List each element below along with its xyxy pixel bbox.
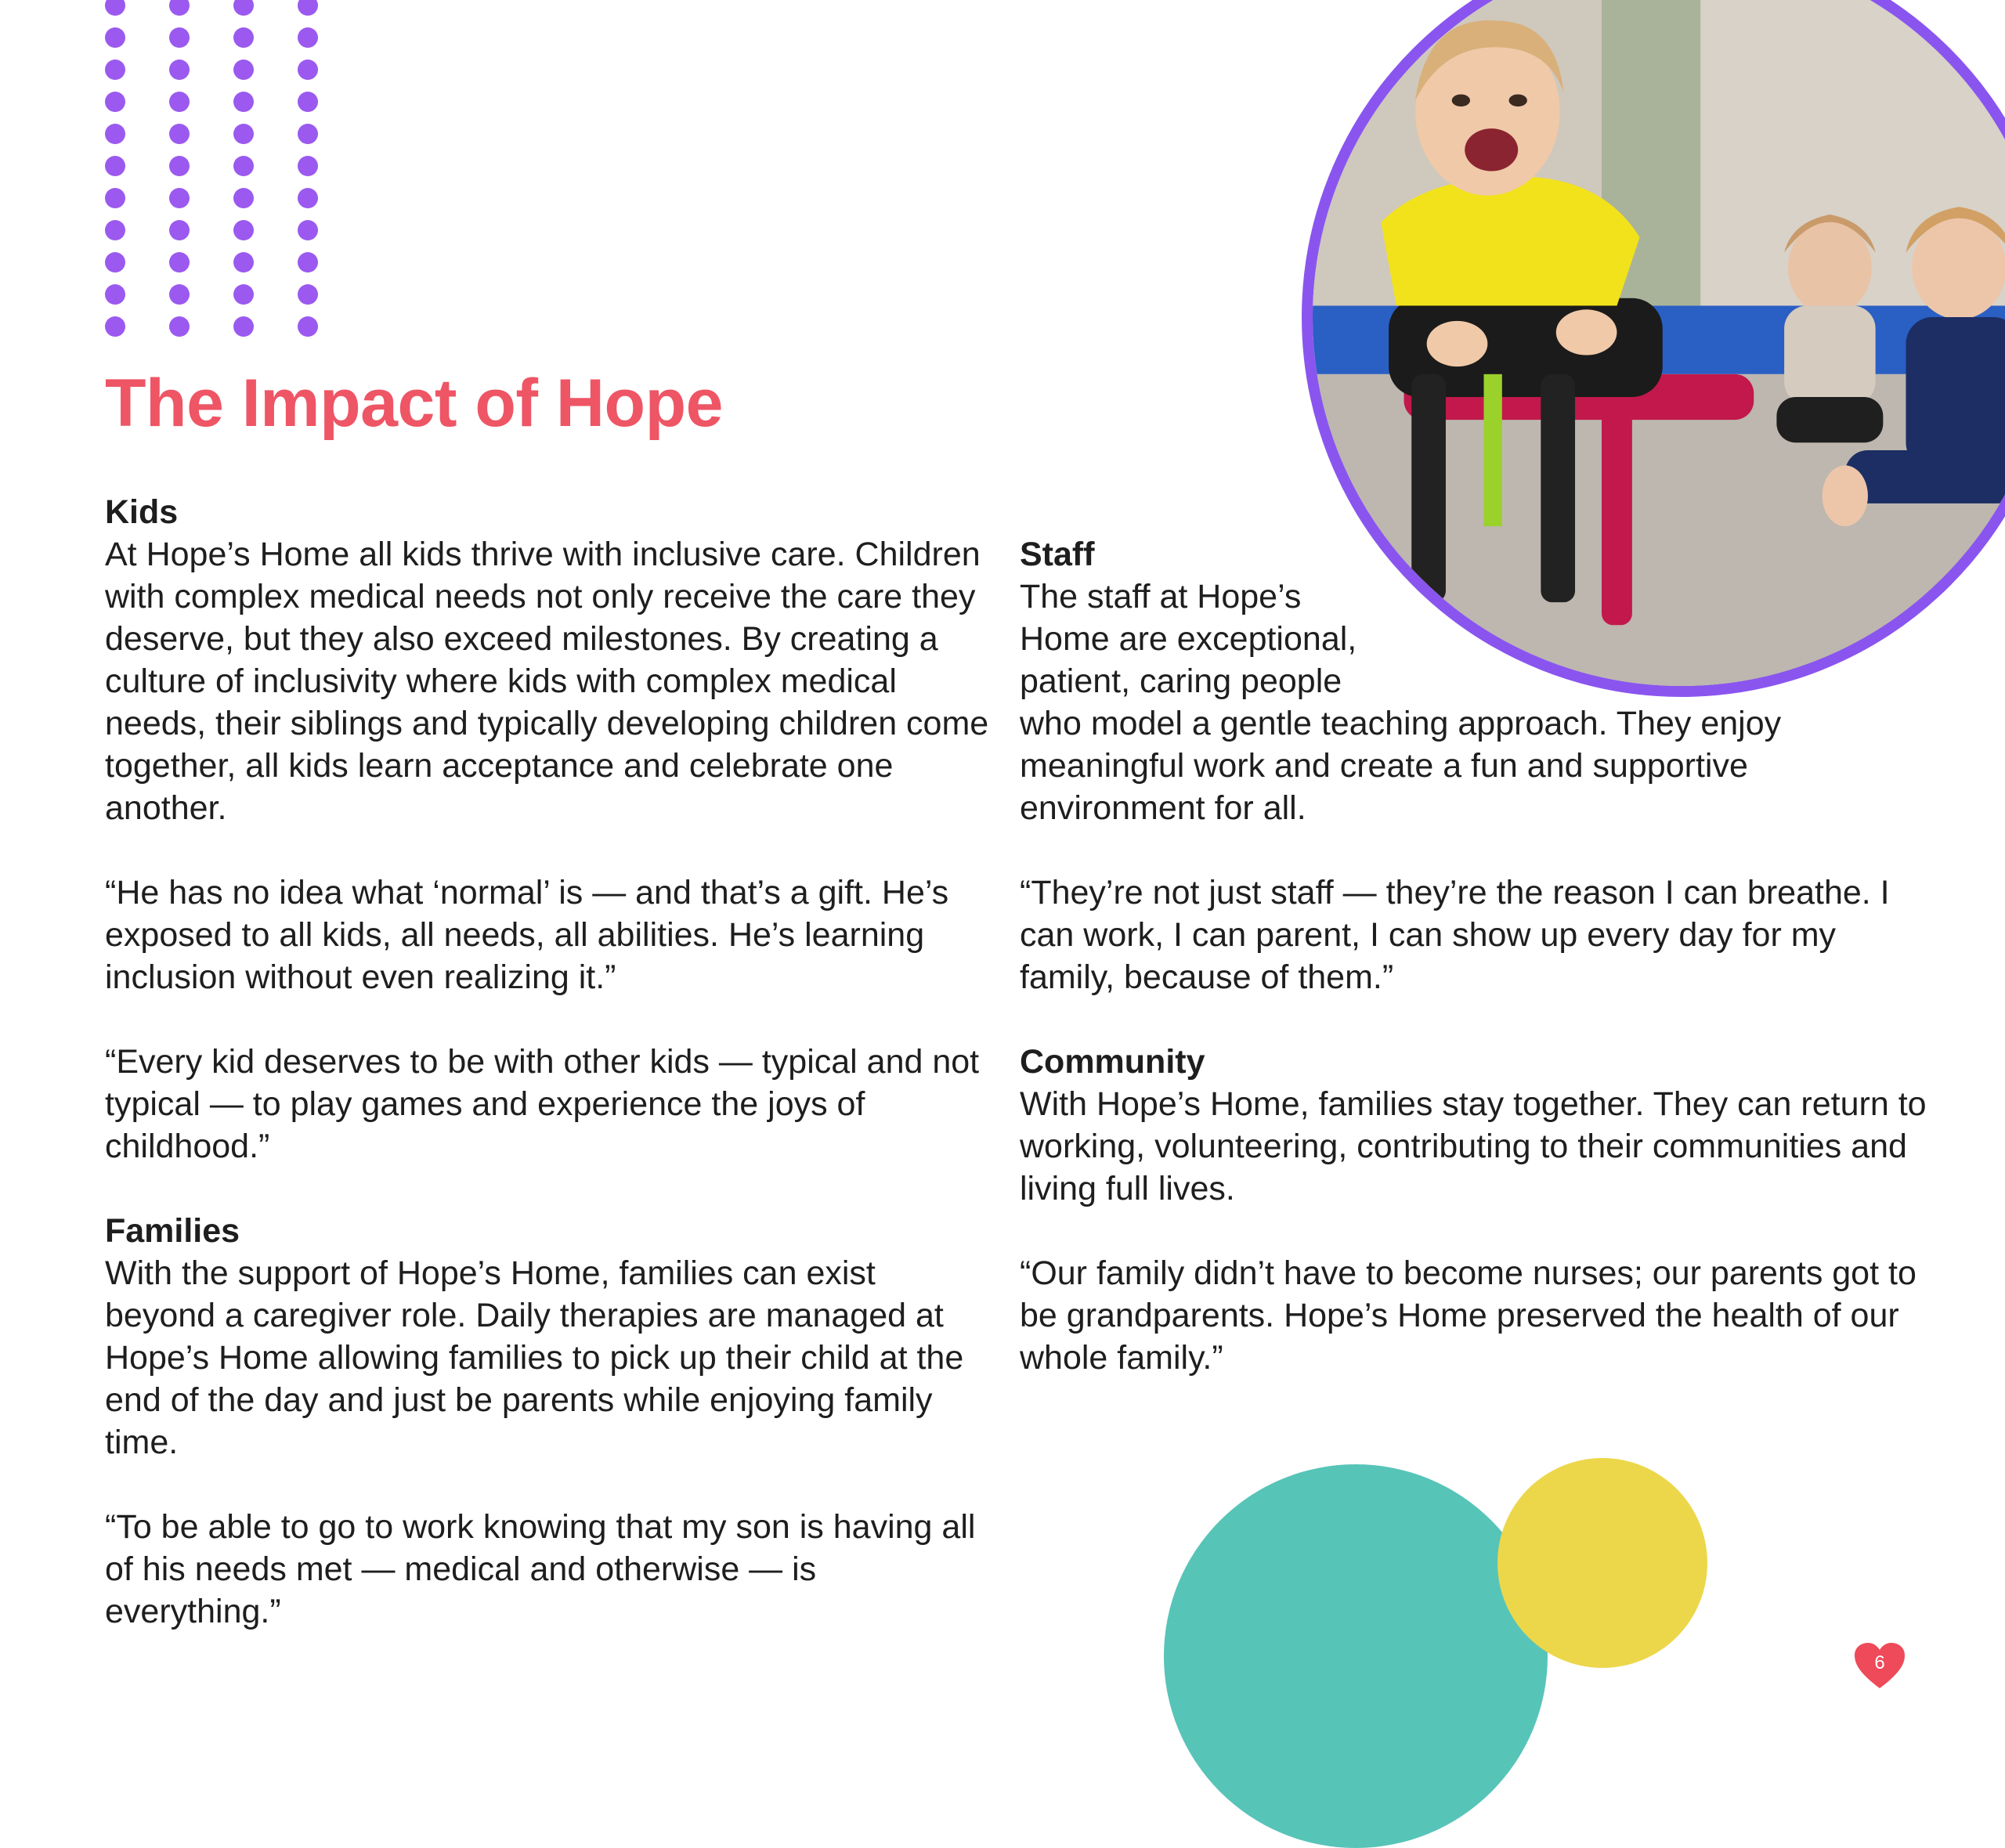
families-quote: “To be able to go to work knowing that my son is having all of his needs met — medical and otherwise — is everything.”: [105, 1508, 976, 1630]
decorative-dot: [105, 252, 125, 273]
teal-circle-decoration: [1164, 1464, 1548, 1848]
decorative-dot: [169, 124, 190, 144]
decorative-dot: [105, 0, 125, 16]
spacer: [1020, 1210, 1928, 1252]
decorative-dot: [233, 60, 254, 80]
spacer: [1020, 829, 1928, 872]
kids-body: At Hope’s Home all kids thrive with inclusive care. Children with complex medical needs not only receive the care they deserve, but they also exceed milestones. By creating a culture of inclusivity where kids with complex medical needs, their siblings and typically developing children come together, all kids learn acceptance and celebrate one another.: [105, 536, 989, 827]
community-quote: “Our family didn’t have to become nurses; our parents got to be grandparents. Hope’s Home preserved the health of our whole family.”: [1020, 1254, 1916, 1377]
decorative-dot: [169, 92, 190, 112]
decorative-dot: [298, 188, 318, 208]
decorative-dot: [233, 188, 254, 208]
decorative-dot: [105, 156, 125, 176]
families-body: With the support of Hope’s Home, families can exist beyond a caregiver role. Daily therapies are managed at Hope’s Home allowing families to pick up their child at the end of the day and just be parents while enjoying family time.: [105, 1254, 964, 1461]
page-title: The Impact of Hope: [105, 366, 723, 441]
spacer: [1020, 998, 1928, 1041]
page-number: 6: [1874, 1652, 1885, 1673]
decorative-dot: [233, 0, 254, 16]
decorative-dot: [233, 284, 254, 305]
decorative-dot: [169, 27, 190, 48]
decorative-dot: [169, 284, 190, 305]
decorative-dot: [105, 92, 125, 112]
left-column: [105, 491, 990, 1633]
decorative-dot: [169, 252, 190, 273]
decorative-dot: [233, 124, 254, 144]
spacer: [105, 1168, 990, 1210]
decorative-dot: [169, 0, 190, 16]
decorative-dot: [105, 284, 125, 305]
community-heading: Community: [1020, 1043, 1205, 1081]
decorative-dot: [298, 60, 318, 80]
decorative-dot: [169, 156, 190, 176]
spacer: [105, 829, 990, 872]
decorative-dot: [298, 284, 318, 305]
decorative-dot: [233, 252, 254, 273]
decorative-dot: [105, 316, 125, 337]
kids-quote-1: “He has no idea what ‘normal’ is — and that’s a gift. He’s exposed to all kids, all needs, all abilities. He’s learning inclusion without even realizing it.”: [105, 874, 949, 996]
staff-body-narrow: The staff at Hope’s Home are exceptional, patient, caring people: [1020, 578, 1357, 700]
page-number-badge: [1853, 1641, 1906, 1691]
decorative-dot: [233, 316, 254, 337]
decorative-dot: [169, 60, 190, 80]
decorative-dot: [105, 220, 125, 240]
decorative-dot: [105, 60, 125, 80]
right-column: [1020, 533, 1928, 1379]
decorative-dot: [233, 220, 254, 240]
decorative-dot: [105, 188, 125, 208]
dot-grid-decoration: [105, 0, 324, 337]
decorative-dot: [298, 156, 318, 176]
staff-body-wide: who model a gentle teaching approach. They enjoy meaningful work and create a fun and supportive environment for all.: [1020, 705, 1782, 827]
decorative-dot: [298, 124, 318, 144]
kids-quote-2: “Every kid deserves to be with other kids — typical and not typical — to play games and experience the joys of childhood.”: [105, 1043, 980, 1165]
decorative-dot: [298, 252, 318, 273]
decorative-dot: [233, 92, 254, 112]
decorative-dot: [105, 27, 125, 48]
decorative-dot: [298, 316, 318, 337]
decorative-dot: [169, 188, 190, 208]
decorative-dot: [298, 92, 318, 112]
decorative-dot: [233, 156, 254, 176]
decorative-dot: [169, 220, 190, 240]
decorative-dot: [298, 27, 318, 48]
community-body: With Hope’s Home, families stay together. They can return to working, volunteering, contributing to their communities and living full lives.: [1020, 1085, 1927, 1207]
staff-heading: Staff: [1020, 536, 1095, 573]
decorative-dot: [233, 27, 254, 48]
staff-quote: “They’re not just staff — they’re the reason I can breathe. I can work, I can parent, I can show up every day for my family, because of them.”: [1020, 874, 1890, 996]
families-heading: Families: [105, 1212, 240, 1250]
spacer: [105, 998, 990, 1041]
decorative-dot: [105, 124, 125, 144]
spacer: [105, 1464, 990, 1506]
decorative-dot: [169, 316, 190, 337]
kids-heading: Kids: [105, 493, 179, 531]
decorative-dot: [298, 220, 318, 240]
yellow-circle-decoration: [1497, 1458, 1707, 1668]
decorative-dot: [298, 0, 318, 16]
